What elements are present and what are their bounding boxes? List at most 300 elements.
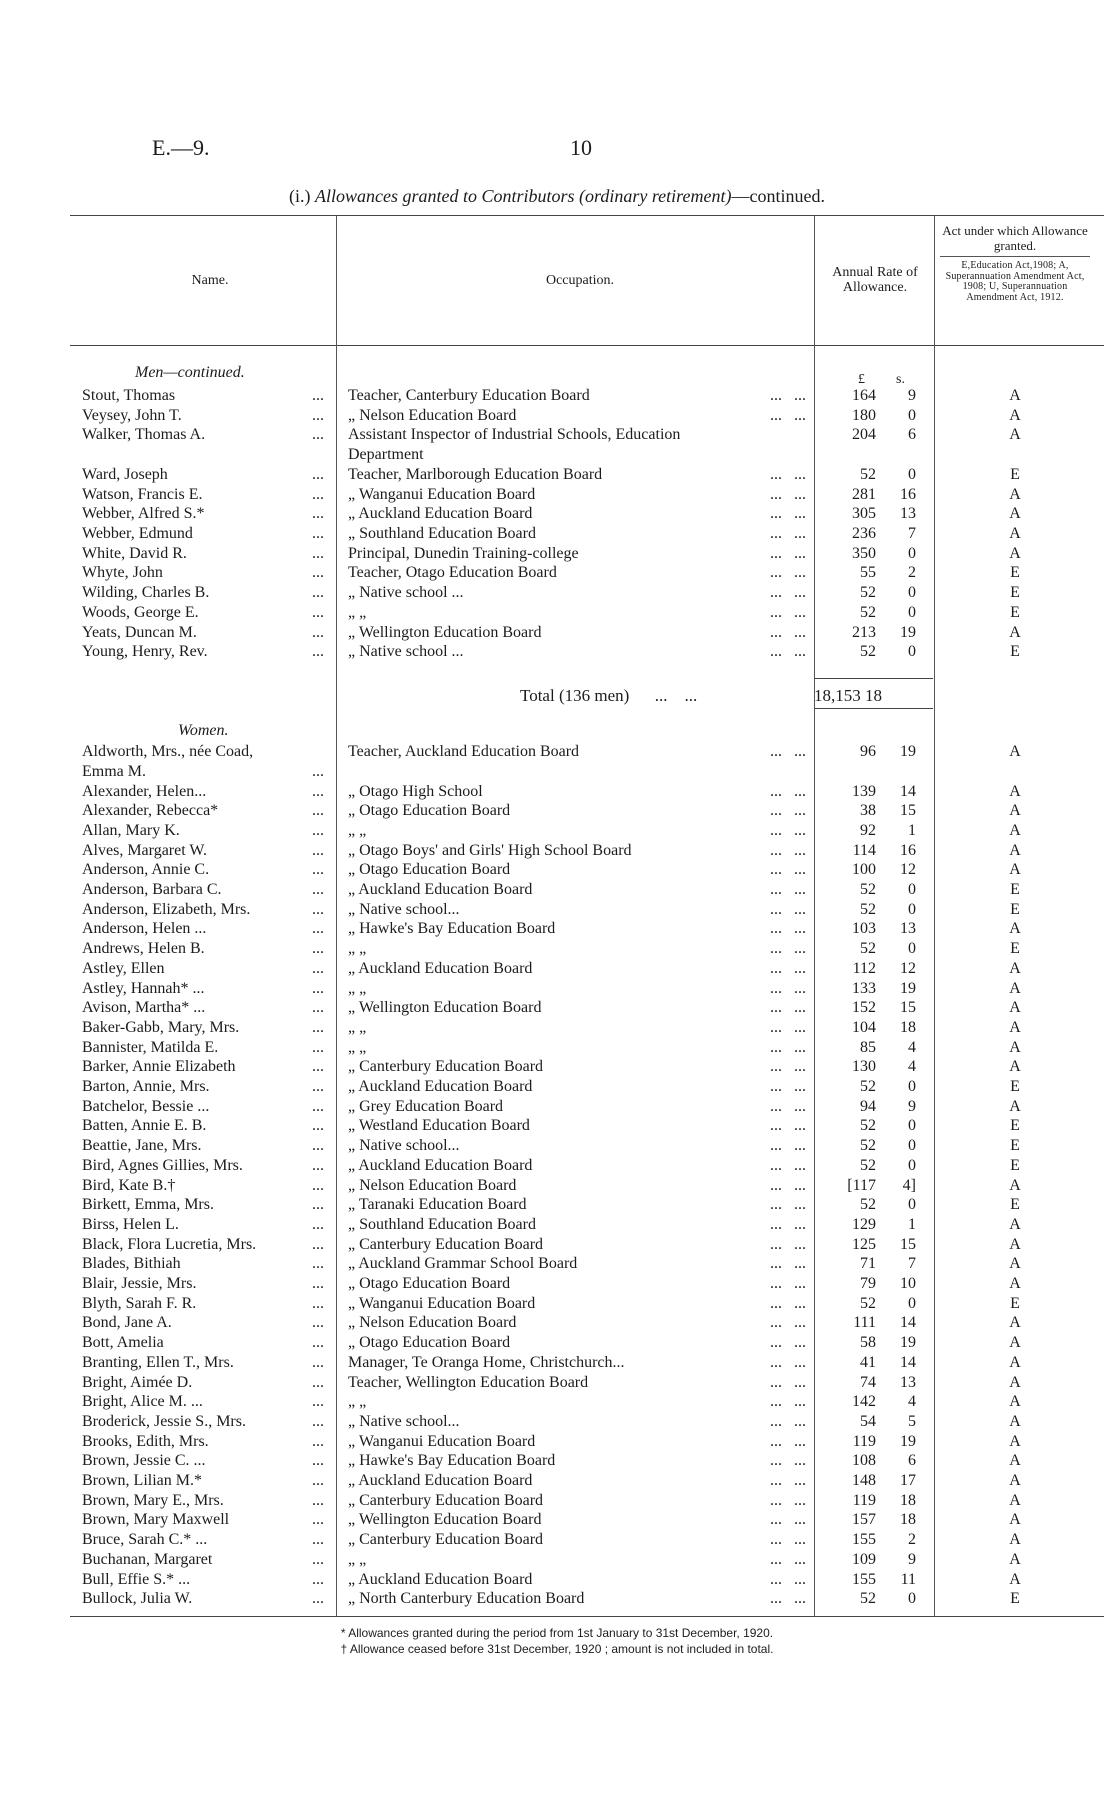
row-shillings: 15 [900,802,916,820]
row-occupation [348,524,810,544]
row-act: A [1009,959,1021,977]
table-row [0,1235,1114,1255]
row-shillings: 0 [908,465,916,483]
row-pounds: 155 [852,1570,876,1588]
row-shillings: 14 [900,1353,916,1371]
row-pounds: 52 [860,603,876,621]
row-occupation [348,1176,810,1196]
row-act: A [1009,1038,1021,1056]
row-name [82,1057,330,1077]
row-pounds: 52 [860,940,876,958]
row-name-text: Barton, Annie, Mrs. [82,1078,210,1095]
row-name-text: White, David R. [82,544,187,562]
row-shillings: 10 [900,1275,916,1292]
row-act: E [1010,1196,1020,1214]
row-occupation-text: „ Auckland Education Board [348,1570,533,1588]
leader-dots: ... ... [766,880,806,900]
row-act: A [1009,1373,1021,1391]
row-shillings: 1 [908,821,916,839]
table-row [0,1018,1114,1038]
row-occupation-text: „ Wanganui Education Board [348,1294,536,1312]
row-name [82,1254,330,1274]
row-occupation [348,504,810,524]
leader-dots: ... ... [766,939,806,959]
row-name [82,1589,330,1609]
row-occupation [348,623,810,643]
men-section-heading: Men—continued. [135,364,245,381]
row-shillings: 7 [908,1255,916,1273]
leader-dots: ... [312,1156,324,1174]
row-act: A [1009,1275,1021,1292]
row-name-text: Branting, Ellen T., Mrs. [82,1353,234,1371]
row-occupation [348,959,810,979]
row-name [82,1097,330,1117]
row-name [82,1116,330,1136]
row-name [82,1373,330,1393]
row-occupation-text: „ Nelson Education Board [348,406,517,424]
leader-dots: ... ... [766,1254,806,1274]
row-name-text: Brown, Mary Maxwell [82,1511,230,1529]
table-row [0,860,1114,880]
table-row [0,1451,1114,1471]
row-name [82,860,330,880]
row-shillings: 13 [900,505,916,523]
table-row [0,1432,1114,1452]
row-name-text: Woods, George E. [82,603,199,621]
row-occupation [348,583,810,603]
row-pounds: 108 [852,1452,876,1470]
row-occupation-text: Teacher, Wellington Education Board [348,1373,589,1391]
row-name [82,1176,330,1196]
leader-dots: ... [312,900,324,918]
row-occupation-text: „ „ [348,940,367,958]
leader-dots: ... [312,1235,324,1253]
row-act: A [1009,1531,1021,1549]
row-occupation-text: „ Native school... [348,900,460,918]
table-row [0,1570,1114,1590]
row-shillings: 19 [900,623,916,641]
row-pounds: 52 [860,643,876,661]
row-occupation [348,1057,810,1077]
row-name-text: Yeats, Duncan M. [82,623,197,641]
row-act: A [1009,1472,1021,1489]
leader-dots: ... ... [766,563,806,583]
row-act: A [1009,841,1021,859]
row-occupation-text: Teacher, Auckland Education Board [348,743,580,760]
row-pounds: 142 [852,1393,876,1411]
row-occupation-text: „ Canterbury Education Board [348,1235,544,1253]
table-row [0,1294,1114,1314]
row-occupation [348,406,810,426]
row-pounds: 52 [860,1117,876,1135]
leader-dots: ... [312,920,324,938]
row-occupation [348,1077,810,1097]
table-row [0,386,1114,406]
leader-dots: ... [312,1097,324,1115]
row-act: A [1009,1176,1021,1194]
row-pounds: 109 [852,1550,876,1568]
row-shillings: 0 [908,1294,916,1312]
row-name-text: Brooks, Edith, Mrs. [82,1432,209,1450]
row-act: A [1009,485,1021,503]
row-occupation-text: „ Auckland Education Board [348,1078,533,1095]
leader-dots: ... [312,1393,324,1411]
row-name-text: Buchanan, Margaret [82,1550,213,1568]
row-occupation [348,939,810,959]
row-act: A [1009,1412,1021,1430]
table-row [0,1333,1114,1353]
row-pounds: 71 [860,1255,876,1273]
row-pounds: 96 [860,743,876,760]
row-shillings: 2 [908,564,916,582]
row-act: A [1009,1550,1021,1568]
row-name-text: Beattie, Jane, Mrs. [82,1137,202,1155]
row-occupation [348,801,810,821]
row-shillings: 11 [900,1570,916,1588]
row-name-text: Black, Flora Lucretia, Mrs. [82,1235,257,1253]
table-row [0,544,1114,564]
row-name [82,801,330,821]
page-number: 10 [570,135,592,160]
row-occupation-text: „ Westland Education Board [348,1117,530,1135]
leader-dots: ... [312,841,324,859]
row-name-text: Alexander, Rebecca* [82,802,219,820]
row-act: E [1010,584,1020,602]
row-occupation [348,1156,810,1176]
row-shillings: 0 [908,1156,916,1174]
row-shillings: 4 [908,1393,916,1411]
column-header-name: Name. [191,273,229,288]
women-section-heading: Women. [178,722,229,739]
leader-dots: ... [312,584,324,602]
leader-dots: ... [312,1117,324,1135]
row-act: A [1009,920,1021,938]
row-act: A [1009,979,1021,997]
row-act: A [1009,406,1021,424]
row-name-text: Webber, Edmund [82,525,193,542]
row-name-text: Bird, Kate B.† [82,1176,176,1194]
row-name-text: Astley, Hannah* ... [82,979,205,997]
row-occupation-text: „ „ [348,1038,367,1056]
row-pounds: 85 [860,1038,876,1056]
row-name-text: Ward, Joseph [82,465,168,483]
leader-dots: ... ... [766,841,806,861]
table-row [0,998,1114,1018]
table-row [0,642,1114,662]
row-shillings: 0 [908,900,916,918]
row-occupation-text: „ Otago High School [348,782,483,800]
row-act: A [1009,623,1021,641]
row-shillings: 5 [908,1412,916,1430]
row-name [82,1412,330,1432]
row-occupation-text: Principal, Dunedin Training-college [348,544,579,562]
row-occupation [348,1530,810,1550]
table-row [0,1373,1114,1393]
leader-dots: ... [312,979,324,997]
row-shillings: 13 [900,1373,916,1391]
row-shillings: 15 [900,1235,916,1253]
row-act: A [1009,1570,1021,1588]
row-act: A [1009,505,1021,523]
row-occupation-text: „ „ [348,603,367,621]
row-occupation [348,1274,810,1294]
leader-dots: ... [312,1472,324,1489]
row-pounds: 74 [860,1373,876,1391]
leader-dots: ... [312,1511,324,1529]
row-name-text: Birss, Helen L. [82,1215,179,1233]
row-occupation-text: „ Otago Boys' and Girls' High School Board [348,841,632,859]
row-act: A [1009,782,1021,800]
leader-dots: ... ... [766,1176,806,1196]
leader-dots: ... ... [766,524,806,544]
row-name [82,1313,330,1333]
row-name-text: Bright, Alice M. ... [82,1393,203,1411]
row-shillings: 0 [908,603,916,621]
row-name-text: Blades, Bithiah [82,1255,181,1273]
row-name [82,1136,330,1156]
row-name-text: Brown, Lilian M.* [82,1472,202,1489]
row-pounds: 213 [852,623,876,641]
row-occupation-text: Teacher, Otago Education Board [348,564,557,582]
row-shillings: 0 [908,643,916,661]
row-act: A [1009,821,1021,839]
row-shillings: 0 [908,1196,916,1214]
caption-suffix: —continued. [731,186,825,206]
leader-dots: ... ... [766,742,806,762]
row-act: A [1009,1314,1021,1332]
table-row [0,425,1114,465]
leader-dots: ... [312,1058,324,1076]
table-row [0,504,1114,524]
row-occupation-text: „ Otago Education Board [348,1334,511,1352]
row-name [82,1333,330,1353]
row-pounds: 52 [860,1590,876,1608]
row-name-text: Bird, Agnes Gillies, Mrs. [82,1156,243,1174]
row-shillings: 0 [908,1117,916,1135]
row-name-text: Anderson, Barbara C. [82,881,222,898]
row-name-text: Whyte, John [82,564,163,582]
row-name-continued: Emma M. [82,763,146,780]
leader-dots: ... [312,1038,324,1056]
row-act: E [1010,881,1020,898]
row-name-text: Barker, Annie Elizabeth [82,1058,236,1076]
row-occupation [348,1294,810,1314]
row-name-text: Broderick, Jessie S., Mrs. [82,1412,246,1430]
row-shillings: 9 [908,1550,916,1568]
leader-dots: ... [312,1176,324,1194]
row-occupation [348,1235,810,1255]
header-bottom-rule [70,345,1104,346]
row-shillings: 14 [900,782,916,800]
row-name [82,1550,330,1570]
leader-dots: ... ... [766,979,806,999]
leader-dots: ... [312,1275,324,1292]
row-occupation [348,1510,810,1530]
table-row [0,1156,1114,1176]
footnote-2: † Allowance ceased before 31st December, 1920 ; amount is not included in total. [340,1642,774,1656]
leader-dots: ... ... [766,1373,806,1393]
table-row [0,1116,1114,1136]
row-name-text: Webber, Alfred S.* [82,505,205,523]
row-occupation [348,998,810,1018]
row-pounds: 52 [860,1294,876,1312]
row-shillings: 0 [908,1078,916,1095]
leader-dots: ... ... [766,1057,806,1077]
row-name [82,485,330,505]
row-occupation-continued: Department [348,446,424,464]
row-name [82,1510,330,1530]
row-name-text: Young, Henry, Rev. [82,643,208,661]
row-name-text: Batten, Annie E. B. [82,1117,207,1135]
leader-dots: ... ... [766,782,806,802]
leader-dots: ... [312,465,324,483]
table-row [0,1392,1114,1412]
row-name [82,1195,330,1215]
row-name-text: Blyth, Sarah F. R. [82,1294,197,1312]
leader-dots: ... ... [766,1136,806,1156]
row-occupation [348,919,810,939]
row-name [82,1018,330,1038]
leader-dots: ... ... [766,1471,806,1491]
row-shillings: 19 [900,979,916,997]
row-name-text: Bott, Amelia [82,1334,164,1352]
row-occupation [348,563,810,583]
row-name-text: Brown, Jessie C. ... [82,1452,206,1470]
pounds-unit: £ [858,372,865,387]
leader-dots: ... ... [766,623,806,643]
row-pounds: 103 [852,920,876,938]
table-bottom-rule [70,1616,1104,1617]
row-occupation [348,841,810,861]
row-shillings: 7 [908,525,916,542]
row-pounds: 157 [852,1511,876,1529]
row-occupation [348,1116,810,1136]
row-pounds: 52 [860,584,876,602]
table-row [0,406,1114,426]
table-row [0,1038,1114,1058]
row-shillings: 16 [900,485,916,503]
row-occupation-text: „ Otago Education Board [348,802,511,820]
row-occupation [348,782,810,802]
row-act: A [1009,999,1021,1017]
leader-dots: ... ... [766,1491,806,1511]
row-shillings: 0 [908,1137,916,1155]
row-occupation [348,1097,810,1117]
row-name-text: Blair, Jessie, Mrs. [82,1275,197,1292]
row-name [82,1432,330,1452]
row-occupation-text: „ Wanganui Education Board [348,485,536,503]
row-name-text: Walker, Thomas A. [82,426,206,444]
leader-dots: ... [312,387,324,404]
row-pounds: 125 [852,1235,876,1253]
row-name-text: Bull, Effie S.* ... [82,1570,191,1588]
leader-dots: ... ... [766,900,806,920]
leader-dots: ... ... [766,1077,806,1097]
row-occupation-text: Manager, Te Oranga Home, Christchurch... [348,1353,625,1371]
row-shillings: 6 [908,426,916,444]
row-occupation [348,425,810,465]
row-act: E [1010,465,1020,483]
leader-dots: ... ... [766,821,806,841]
table-caption [0,186,1114,207]
column-header-rate: Annual Rate of Allowance. [832,265,918,295]
row-act: A [1009,1255,1021,1273]
row-name [82,1353,330,1373]
table-row [0,1176,1114,1196]
leader-dots: ... ... [766,465,806,485]
row-name [82,1530,330,1550]
row-occupation-text: „ Hawke's Bay Education Board [348,1452,556,1470]
table-row [0,1097,1114,1117]
table-row [0,1550,1114,1570]
row-name [82,1570,330,1590]
row-occupation [348,1018,810,1038]
row-act: A [1009,1353,1021,1371]
leader-dots: ... ... [766,1510,806,1530]
row-pounds: 38 [860,802,876,820]
total-value: 18,153 18 [814,686,882,705]
row-occupation [348,1589,810,1609]
leader-dots: ... [312,1255,324,1273]
leader-dots: ... ... [766,1550,806,1570]
leader-dots: ... ... [766,1412,806,1432]
row-act: A [1009,1511,1021,1529]
row-pounds: 52 [860,1078,876,1095]
table-row [0,1077,1114,1097]
row-occupation-text: „ Grey Education Board [348,1097,504,1115]
row-shillings: 19 [900,1334,916,1352]
row-pounds: 104 [852,1018,876,1036]
row-name-text: Alves, Margaret W. [82,841,208,859]
leader-dots: ... [312,959,324,977]
row-pounds: 111 [853,1314,876,1332]
leader-dots: ... [312,1590,324,1608]
row-name [82,504,330,524]
leader-dots: ... ... [766,1451,806,1471]
leader-dots: ... [312,1550,324,1568]
row-name [82,900,330,920]
row-name [82,998,330,1018]
leader-dots: ... ... [766,1235,806,1255]
row-occupation-text: Teacher, Canterbury Education Board [348,387,590,404]
row-act: A [1009,1235,1021,1253]
leader-dots: ... ... [766,603,806,623]
row-occupation-text: „ „ [348,1018,367,1036]
table-row [0,1057,1114,1077]
table-row [0,919,1114,939]
row-name [82,959,330,979]
leader-dots: ... [312,525,324,542]
row-occupation-text: „ „ [348,1550,367,1568]
row-occupation [348,603,810,623]
row-name [82,623,330,643]
row-name [82,1392,330,1412]
row-name-text: Avison, Martha* ... [82,999,206,1017]
row-occupation-text: Teacher, Marlborough Education Board [348,465,603,483]
leader-dots: ... ... [766,998,806,1018]
row-shillings: 18 [900,1018,916,1036]
row-name-text: Allan, Mary K. [82,821,180,839]
leader-dots: ... [312,861,324,879]
table-row [0,979,1114,999]
row-occupation-text: „ Auckland Education Board [348,1472,533,1489]
leader-dots: ... ... [766,583,806,603]
row-occupation-text: „ Auckland Education Board [348,505,533,523]
leader-dots: ... [312,999,324,1017]
row-name [82,821,330,841]
row-name [82,919,330,939]
row-pounds: 155 [852,1531,876,1549]
